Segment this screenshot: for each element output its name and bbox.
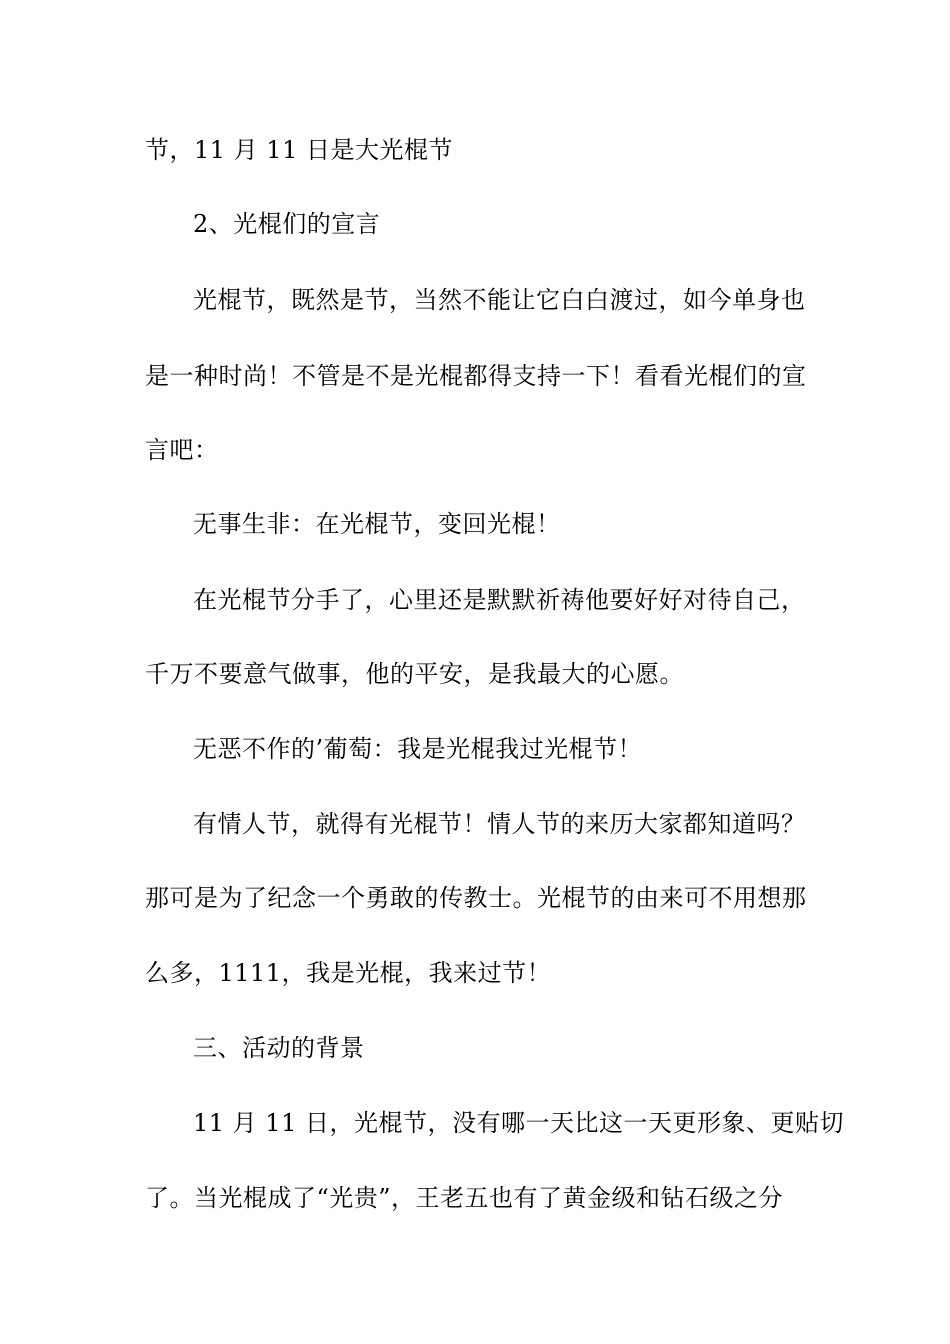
paragraph-line-12: 么多，1111，我是光棍，我来过节！ (145, 959, 552, 987)
paragraph-line-10: 有情人节，就得有光棍节！情人节的来历大家都知道吗？ (193, 810, 806, 838)
paragraph-line-8: 千万不要意气做事，他的平安，是我最大的心愿。 (145, 660, 684, 688)
paragraph-line-7: 在光棍节分手了，心里还是默默祈祷他要好好对待自己， (193, 586, 806, 614)
section-heading-3: 三、活动的背景 (193, 1034, 365, 1062)
declaration-line-6: 无事生非：在光棍节，变回光棍！ (193, 510, 561, 538)
text-line-1: 节，11 月 11 日是大光棍节 (145, 136, 453, 164)
paragraph-line-14: 11 月 11 日，光棍节，没有哪一天比这一天更形象、更贴切 (193, 1109, 844, 1137)
paragraph-line-11: 那可是为了纪念一个勇敢的传教士。光棍节的由来可不用想那 (145, 884, 807, 912)
declaration-line-9: 无恶不作的’葡萄：我是光棍我过光棍节！ (193, 735, 643, 763)
paragraph-line-3: 光棍节，既然是节，当然不能让它白白渡过，如今单身也 (193, 286, 806, 314)
paragraph-line-4: 是一种时尚！不管是不是光棍都得支持一下！看看光棍们的宣 (145, 362, 807, 390)
section-heading-2: 2、光棍们的宣言 (193, 210, 381, 238)
paragraph-line-5: 言吧： (145, 436, 219, 464)
paragraph-line-15: 了。当光棍成了“光贵”，王老五也有了黄金级和钻石级之分 (145, 1184, 784, 1212)
